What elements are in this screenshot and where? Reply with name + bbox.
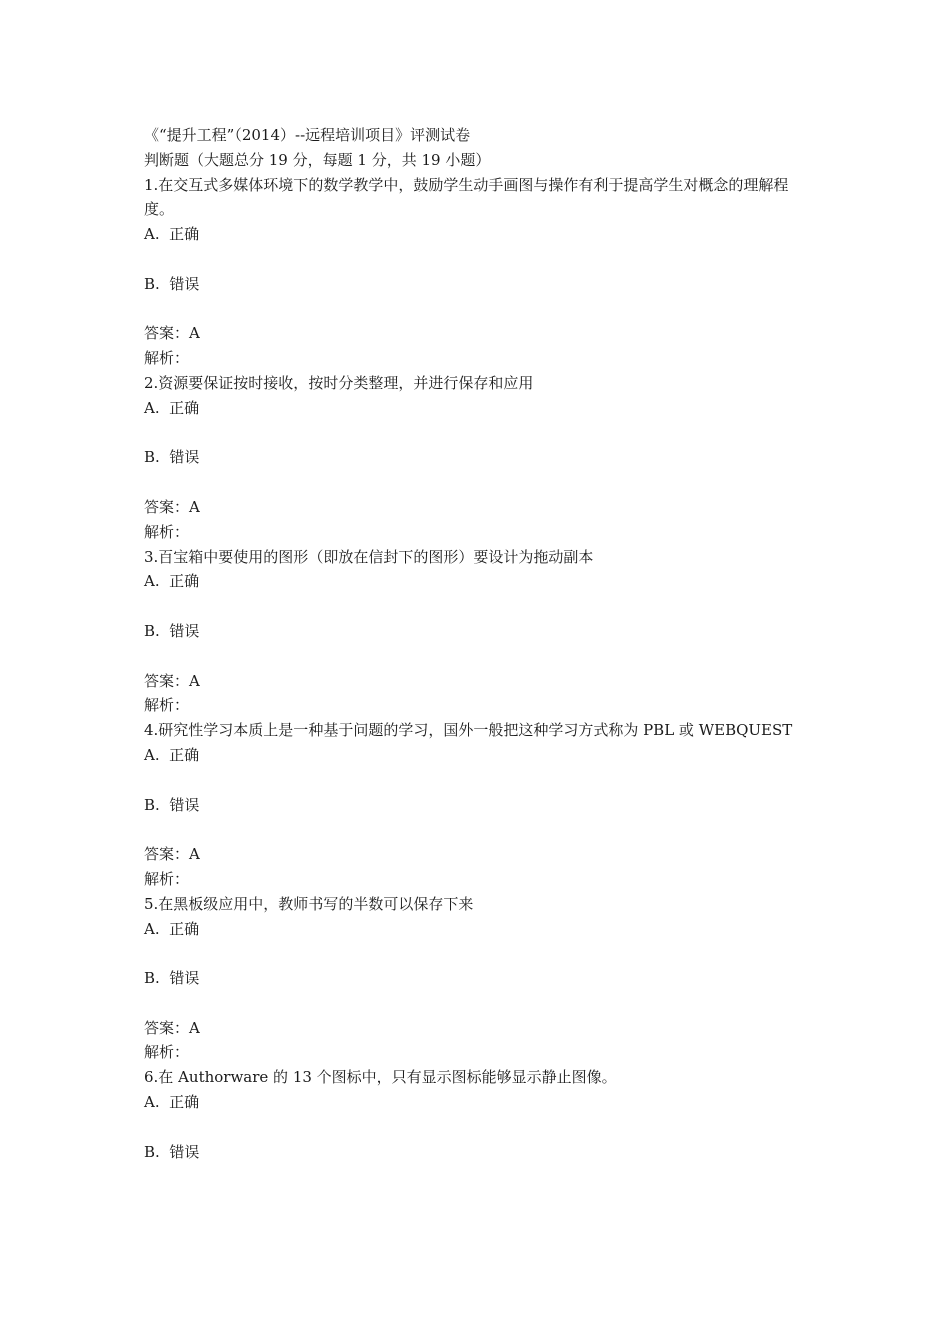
answer-line: 答案：A bbox=[144, 1018, 200, 1037]
analysis-line: 解析： bbox=[144, 869, 190, 888]
question-item bbox=[144, 371, 810, 545]
document-title: 《“提升工程”（2014）--远程培训项目》评测试卷 bbox=[144, 126, 471, 144]
option-a: A. 正确 bbox=[144, 745, 200, 764]
option-a: A. 正确 bbox=[144, 919, 200, 938]
answer-line: 答案：A bbox=[144, 845, 200, 864]
question-text: 5.在黑板级应用中，教师书写的半数可以保存下来 bbox=[144, 894, 474, 913]
option-b: B. 错误 bbox=[144, 274, 200, 293]
option-b: B. 错误 bbox=[144, 448, 200, 467]
option-a: A. 正确 bbox=[144, 398, 200, 417]
question-text: 6.在 Authorware 的 13 个图标中，只有显示图标能够显示静止图像。 bbox=[144, 1068, 617, 1087]
answer-line: 答案：A bbox=[144, 671, 200, 690]
answer-line: 答案：A bbox=[144, 497, 200, 516]
option-a: A. 正确 bbox=[144, 225, 200, 244]
document-page bbox=[144, 123, 810, 1164]
question-item bbox=[144, 718, 810, 892]
answer-line: 答案：A bbox=[144, 324, 200, 343]
question-text: 2.资源要保证按时接收，按时分类整理，并进行保存和应用 bbox=[144, 373, 534, 392]
analysis-line: 解析： bbox=[144, 522, 190, 541]
analysis-line: 解析： bbox=[144, 349, 190, 368]
option-a: A. 正确 bbox=[144, 572, 200, 591]
question-item bbox=[144, 173, 810, 371]
question-item bbox=[144, 545, 810, 719]
question-item bbox=[144, 892, 810, 1066]
analysis-line: 解析： bbox=[144, 696, 190, 715]
question-item bbox=[144, 1065, 810, 1164]
option-a: A. 正确 bbox=[144, 1093, 200, 1112]
analysis-line: 解析： bbox=[144, 1043, 190, 1062]
option-b: B. 错误 bbox=[144, 621, 200, 640]
question-text: 3.百宝箱中要使用的图形（即放在信封下的图形）要设计为拖动副本 bbox=[144, 547, 594, 566]
section-heading: 判断题（大题总分 19 分，每题 1 分，共 19 小题） bbox=[144, 150, 491, 169]
option-b: B. 错误 bbox=[144, 969, 200, 988]
question-text: 1.在交互式多媒体环境下的数学教学中，鼓励学生动手画图与操作有利于提高学生对概念的理解程度。 bbox=[144, 175, 789, 219]
question-text: 4.研究性学习本质上是一种基于问题的学习，国外一般把这种学习方式称为 PBL 或 WEBQUEST bbox=[144, 721, 793, 740]
option-b: B. 错误 bbox=[144, 1142, 200, 1161]
option-b: B. 错误 bbox=[144, 795, 200, 814]
